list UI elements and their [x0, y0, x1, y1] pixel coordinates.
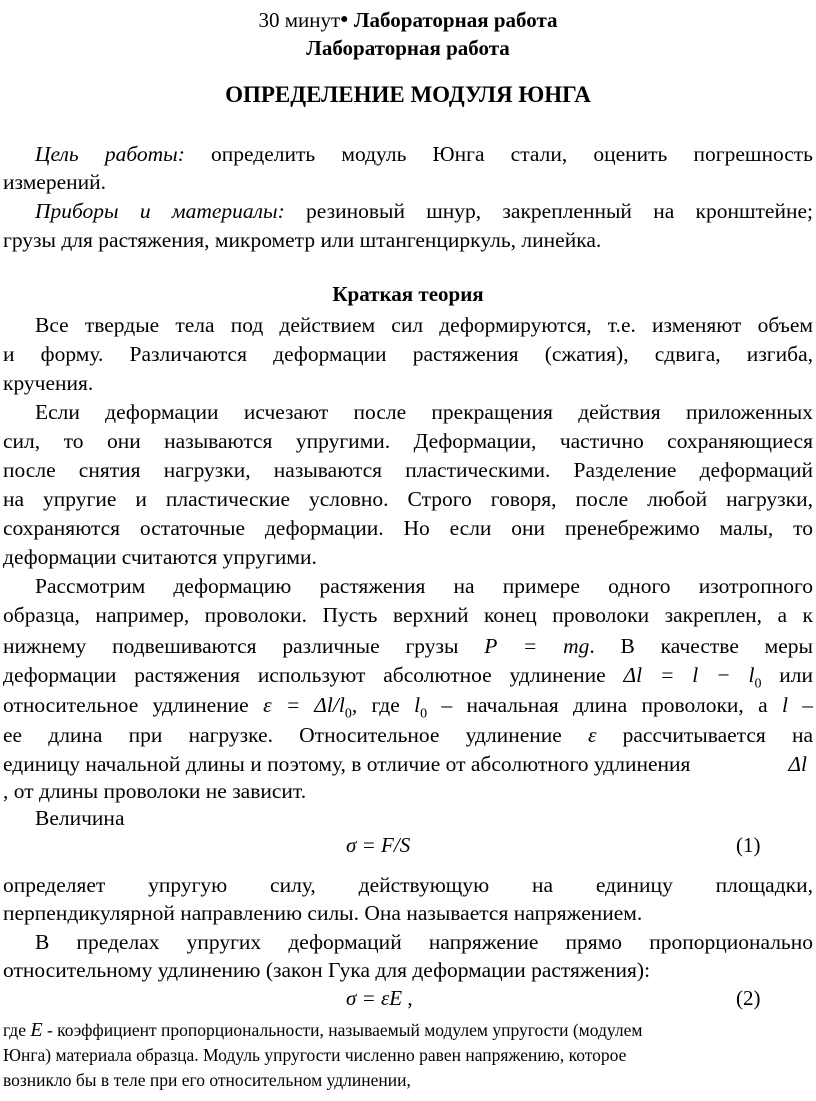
p3-l6-tail: рассчитывается на [622, 723, 813, 747]
p1-line-1: Все твердые тела под действием сил деформируются, т.е. изменяют объем [35, 313, 813, 337]
p4-line-2: перпендикулярной направлению силы. Она называется напряжением. [3, 901, 643, 925]
p3-l6-text: ее длина при нагрузке. Относительное удлинение [3, 723, 562, 747]
p2-line-5: сохраняются остаточные деформации. Но если они пренебрежимо малы, то [3, 516, 813, 540]
bullet-icon: ● [340, 12, 349, 27]
p6-line-2: Юнга) материала образца. Модуль упругости численно равен напряжению, которое [3, 1045, 627, 1065]
materials-label: Приборы и материалы: [35, 199, 285, 223]
p3-l5-dash: – [802, 693, 814, 717]
p3-line-8: , от длины проволоки не зависит. [3, 779, 307, 803]
formula-l0-main: l [414, 693, 421, 717]
p5-line-2: относительному удлинению (закон Гука для деформации растяжения): [3, 958, 651, 982]
p3-line-2: образца, например, проволоки. Пусть верхний конец проволоки закреплен, а к [3, 603, 813, 627]
p1-line-3: кручения. [3, 371, 94, 395]
p3-l5-mid: – начальная длина проволоки, а [441, 693, 768, 717]
section-heading: Краткая теория [332, 282, 484, 306]
formula-rel-main: ε = Δl/l [263, 693, 345, 717]
p3-line-6 [3, 720, 813, 750]
goal-line-1 [3, 139, 813, 169]
materials-line-1 [3, 196, 813, 226]
equation-2 [346, 986, 413, 1011]
p2-line-3: после снятия нагрузки, называются пластическими. Разделение деформаций [3, 458, 813, 482]
p3-l4-tail: или [779, 663, 814, 687]
equation-2-formula: σ = εE [346, 986, 403, 1010]
formula-abs-sub: 0 [754, 676, 762, 692]
p3-l5-text: относительное удлинение [3, 693, 249, 717]
p6-line-1 [3, 1018, 815, 1042]
header-lab-work: Лабораторная работа [348, 8, 558, 32]
p3-l3-text: нижнему подвешиваются различные грузы [3, 634, 459, 658]
p2-line-1: Если деформации исчезают после прекращения действия приложенных [35, 400, 813, 424]
p3-line-7 [3, 749, 813, 779]
page-title: ОПРЕДЕЛЕНИЕ МОДУЛЯ ЮНГА [225, 82, 591, 107]
p3-l3-tail: . В качестве меры [589, 634, 813, 658]
formula-l: l [781, 693, 788, 717]
equation-1: σ = F/S [346, 833, 411, 857]
magnitude-text: Величина [35, 806, 125, 830]
formula-E: E [30, 1019, 43, 1041]
p5-line-1: В пределах упругих деформаций напряжение прямо пропорционально [35, 930, 813, 954]
p6-where: где [3, 1020, 26, 1040]
materials-line-2: грузы для растяжения, микрометр или штангенциркуль, линейка. [3, 228, 602, 252]
p2-line-4: на упругие и пластические условно. Строго говоря, после любой нагрузки, [3, 487, 813, 511]
formula-abs-main: Δl = l − l [623, 663, 755, 687]
p3-l4-text: деформации растяжения используют абсолютное удлинение [3, 663, 606, 687]
equation-2-number: (2) [736, 986, 761, 1010]
p6-line-3: возникло бы в теле при его относительном удлинении, [3, 1070, 411, 1090]
header-line-2: Лабораторная работа [306, 36, 510, 60]
goal-line-2: измерений. [3, 170, 107, 194]
formula-rel-sub: 0 [344, 706, 352, 722]
p2-line-2: сил, то они называются упругими. Деформации, частично сохраняющиеся [3, 429, 813, 453]
p3-line-3 [3, 631, 813, 661]
materials-text: резиновый шнур, закрепленный на кронштейне; [284, 199, 813, 223]
formula-weight: P = mg [484, 634, 590, 658]
goal-label: Цель работы: [35, 142, 185, 166]
p2-line-6: деформации считаются упругими. [3, 545, 317, 569]
formula-abs-elongation [623, 663, 762, 692]
goal-text: определить модуль Юнга стали, оценить погрешность [184, 142, 813, 166]
formula-l0 [414, 693, 428, 722]
formula-epsilon: ε [587, 723, 597, 747]
duration-text: 30 минут [258, 8, 341, 32]
p3-l5-where: , где [351, 693, 400, 717]
p1-line-2: и форму. Различаются деформации растяжения (сжатия), сдвига, изгиба, [3, 342, 813, 366]
formula-rel-elongation [263, 693, 400, 722]
p3-line-1: Рассмотрим деформацию растяжения на примере одного изотропного [35, 574, 813, 598]
formula-l0-sub: 0 [420, 706, 428, 722]
equation-1-number: (1) [736, 833, 761, 857]
p3-l7-text: единицу начальной длины и поэтому, в отличие от абсолютного удлинения [3, 752, 691, 776]
p4-line-1: определяет упругую силу, действующую на единицу площадки, [3, 873, 813, 897]
equation-2-tail: , [402, 986, 413, 1010]
formula-delta-l: Δl [788, 752, 807, 776]
p6-l1-text: - коэффициент пропорциональности, называемый модулем упругости (модулем [46, 1020, 643, 1040]
